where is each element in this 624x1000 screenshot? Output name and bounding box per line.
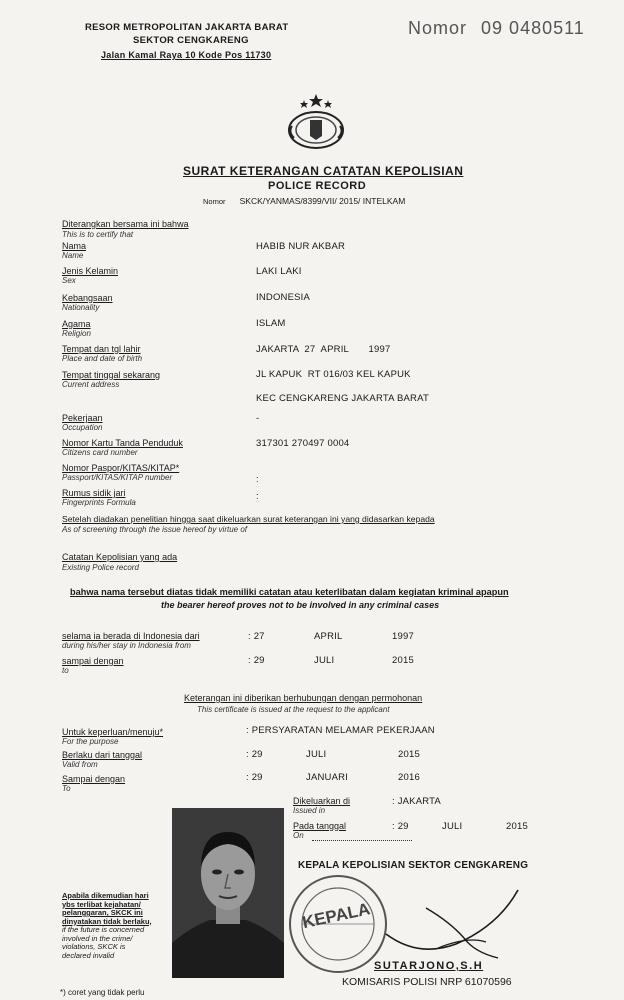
intro-text: Diterangkan bersama ini bahwa (62, 219, 189, 229)
header-line2: SEKTOR CENGKARENG (133, 35, 249, 46)
page-title: SURAT KETERANGAN CATATAN KEPOLISIAN (183, 164, 464, 178)
signatory-name: SUTARJONO,S.H (374, 960, 484, 972)
date-day: 29 (397, 821, 409, 832)
note-line: pelanggaran, SKCK ini (62, 908, 143, 917)
field-value: JL KAPUK RT 016/03 KEL KAPUK (256, 369, 411, 380)
field-label: Jenis Kelamin (62, 266, 119, 276)
field-label-en: Citizens card number (62, 448, 138, 457)
date-day: 29 (251, 772, 263, 783)
field-value: : (256, 474, 259, 485)
valid-from (62, 750, 142, 769)
field-fingerprint (62, 488, 136, 507)
issued-in-value: : JAKARTA (392, 796, 441, 807)
issued-in (293, 796, 350, 815)
field-label: Kebangsaan (62, 293, 113, 303)
field-label: Pekerjaan (62, 413, 103, 423)
signatory-office: KEPALA KEPOLISIAN SEKTOR CENGKARENG (298, 860, 529, 871)
nomor-label: Nomor (408, 18, 468, 38)
field-value: - (256, 413, 260, 424)
field-label: Nama (62, 241, 87, 251)
stay-from (62, 631, 200, 650)
field-value: INDONESIA (256, 292, 311, 303)
valid-until-year: 2016 (398, 772, 420, 783)
signature-icon (378, 878, 528, 962)
note-line: involved in the crime/ (62, 933, 133, 943)
field-nationality (62, 293, 113, 312)
valid-from-english: Valid from (62, 760, 98, 769)
issued-on-label: Pada tanggal (293, 821, 347, 831)
field-occupation (62, 413, 103, 432)
existing-record-label: Catatan Kepolisian yang ada (62, 552, 178, 562)
stay-from-month: APRIL (314, 631, 343, 642)
title-number (203, 196, 405, 206)
valid-until-label: Sampai dengan (62, 774, 126, 784)
issued-on-year: 2015 (506, 821, 528, 832)
purpose-value: : PERSYARATAN MELAMAR PEKERJAAN (246, 725, 435, 736)
request-text: Keterangan ini diberikan berhubungan dengan permohonan (184, 693, 423, 703)
field-label: Tempat dan tgl lahir (62, 344, 141, 354)
field-id-card (62, 438, 183, 457)
valid-from-month: JULI (306, 749, 327, 760)
stay-to-day: : 29 (248, 655, 265, 666)
nomor-value: 09 0480511 (481, 18, 585, 38)
address-line2: KEC CENGKARENG JAKARTA BARAT (256, 393, 429, 404)
valid-until (62, 774, 125, 793)
stay-to (62, 656, 124, 675)
date-day: 29 (251, 749, 263, 760)
valid-until-day: : 29 (246, 772, 263, 783)
applicant-photo (172, 808, 284, 978)
field-value: HABIB NUR AKBAR (256, 241, 346, 252)
title-nomor-value: SKCK/YANMAS/8399/VII/ 2015/ INTELKAM (239, 196, 406, 206)
header-line1: RESOR METROPOLITAN JAKARTA BARAT (85, 22, 289, 33)
field-address (62, 370, 160, 389)
issued-on-english: On (293, 831, 304, 840)
date-day: 27 (253, 631, 265, 642)
field-passport (62, 463, 179, 482)
page-subtitle: POLICE RECORD (268, 180, 367, 192)
footnote: *) coret yang tidak perlu (60, 988, 145, 997)
validity-note (62, 892, 164, 960)
clean-record-statement: bahwa nama tersebut diatas tidak memiliki catatan atau keterlibatan dalam kegiatan kriminal apapun (70, 587, 509, 597)
stay-to-english: to (62, 666, 69, 675)
field-label-en: Passport/KITAS/KITAP number (62, 473, 173, 482)
valid-until-english: To (62, 784, 71, 793)
existing-record-english: Existing Police record (62, 563, 139, 572)
purpose (62, 727, 163, 746)
field-label: Agama (62, 319, 91, 329)
valid-from-label: Berlaku dari tanggal (62, 750, 143, 760)
title-nomor-label: Nomor (203, 197, 226, 206)
purpose-text: PERSYARATAN MELAMAR PEKERJAAN (251, 725, 435, 736)
field-sex (62, 266, 118, 285)
field-label: Rumus sidik jari (62, 488, 126, 498)
note-line: if the future is concerned (62, 925, 145, 934)
screening-text: Setelah diadakan penelitian hingga saat dikeluarkan surat keterangan ini yang didasarkan kepada (62, 514, 435, 524)
stay-from-day: : 27 (248, 631, 265, 642)
request-english: This certificate is issued at the request to the applicant (197, 705, 390, 714)
stay-to-year: 2015 (392, 655, 414, 666)
valid-from-year: 2015 (398, 749, 420, 760)
stay-to-month: JULI (314, 655, 335, 666)
field-value: ISLAM (256, 318, 286, 329)
document-number (408, 18, 585, 39)
field-label-en: Fingerprints Formula (62, 498, 136, 507)
signatory-rank: KOMISARIS POLISI NRP 61070596 (342, 976, 512, 988)
issued-in-english: Issued in (293, 806, 326, 815)
issued-place: JAKARTA (397, 796, 441, 807)
stay-from-label: selama ia berada di Indonesia dari (62, 631, 200, 641)
field-label: Nomor Paspor/KITAS/KITAP* (62, 463, 180, 473)
valid-from-day: : 29 (246, 749, 263, 760)
note-line: ybs terlibat kejahatan/ (62, 899, 141, 909)
issued-on-month: JULI (442, 821, 463, 832)
field-value: : (256, 491, 259, 502)
stay-from-english: during his/her stay in Indonesia from (62, 641, 191, 650)
issued-on (293, 821, 346, 840)
intro-english: This is to certify that (62, 230, 134, 239)
note-line: dinyatakan tidak berlaku, (62, 916, 152, 926)
field-name (62, 241, 86, 260)
police-emblem-icon (284, 92, 348, 152)
stamp-text: KEPALA (300, 899, 372, 933)
field-label-en: Name (62, 251, 84, 260)
issued-in-label: Dikeluarkan di (293, 796, 351, 806)
field-label-en: Place and date of birth (62, 354, 143, 363)
field-label-en: Current address (62, 380, 120, 389)
field-value: JAKARTA 27 APRIL 1997 (256, 344, 391, 355)
field-value: LAKI LAKI (256, 266, 302, 277)
divider (312, 840, 412, 841)
date-day: 29 (253, 655, 265, 666)
field-birth (62, 344, 142, 363)
valid-until-month: JANUARI (306, 772, 349, 783)
field-label-en: Occupation (62, 423, 103, 432)
note-line: violations, SKCK is (62, 942, 126, 951)
field-label-en: Religion (62, 329, 91, 338)
issued-on-day: : 29 (392, 821, 409, 832)
header-line3: Jalan Kamal Raya 10 Kode Pos 11730 (101, 50, 272, 60)
stay-to-label: sampai dengan (62, 656, 124, 666)
note-line: Apabila dikemudian hari (62, 891, 149, 900)
screening-english: As of screening through the issue hereof by virtue of (62, 525, 247, 534)
purpose-english: For the purpose (62, 737, 119, 746)
purpose-label: Untuk keperluan/menuju* (62, 727, 164, 737)
stay-from-year: 1997 (392, 631, 414, 642)
field-religion (62, 319, 91, 338)
note-line: declared invalid (62, 950, 115, 960)
field-label-en: Nationality (62, 303, 100, 312)
field-label: Tempat tinggal sekarang (62, 370, 161, 380)
field-value: 317301 270497 0004 (256, 438, 350, 449)
field-label: Nomor Kartu Tanda Penduduk (62, 438, 183, 448)
clean-record-english: the bearer hereof proves not to be involved in any criminal cases (161, 600, 440, 610)
field-label-en: Sex (62, 276, 76, 285)
